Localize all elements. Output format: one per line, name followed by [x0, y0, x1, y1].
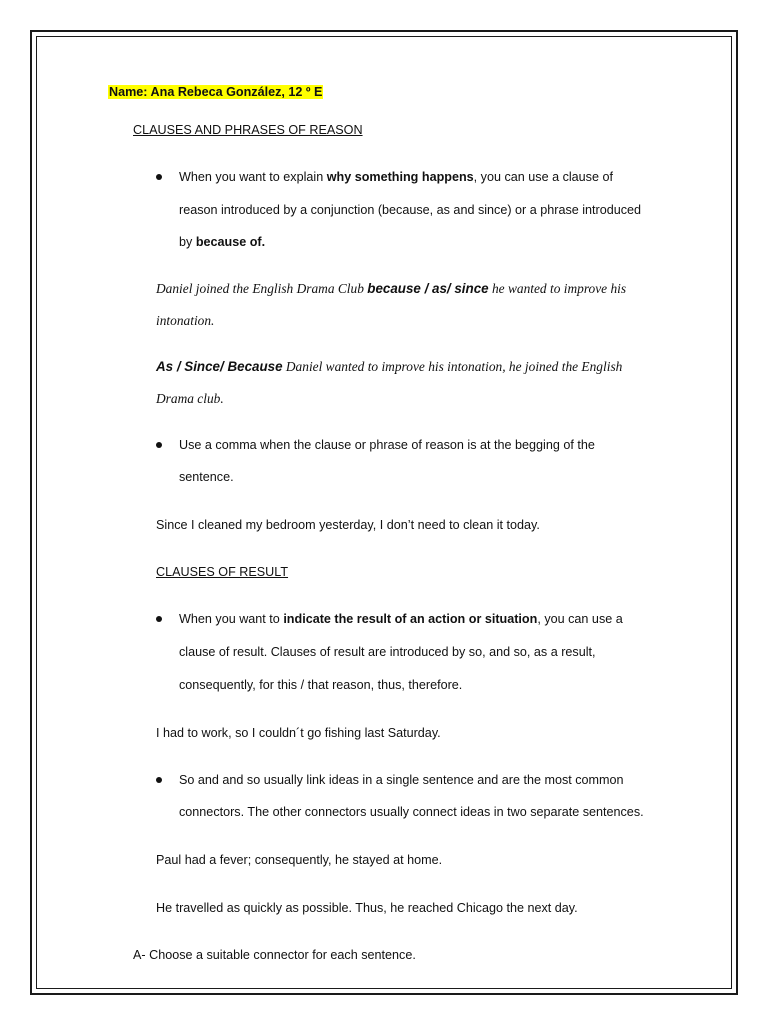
section-title-result	[156, 564, 288, 580]
bullet-icon	[156, 442, 162, 448]
exercise-instruction: A- Choose a suitable connector for each sentence.	[133, 948, 416, 962]
reason-bullet2-line1: Use a comma when the clause or phrase of reason is at the begging of the	[179, 438, 595, 452]
student-name-text: Name: Ana Rebeca González, 12 º E	[109, 85, 323, 99]
result-bullet2-line1: So and and so usually link ideas in a single sentence and are the most common	[179, 773, 624, 787]
result-bullet1-line2: clause of result. Clauses of result are introduced by so, and so, as a result,	[179, 645, 596, 659]
reason-bullet1-line2: reason introduced by a conjunction (because, as and since) or a phrase introduced	[179, 203, 642, 217]
reason-example2-line1	[156, 359, 622, 375]
text-fragment: by	[179, 235, 196, 249]
emphasis-text: because / as/ since	[367, 281, 489, 296]
emphasis-text: indicate the result of an action or situation	[283, 612, 538, 626]
emphasis-text: because of.	[195, 235, 266, 249]
bullet-icon	[156, 616, 162, 622]
emphasis-text: why something happens	[326, 170, 474, 184]
bullet-icon	[156, 174, 162, 180]
reason-bullet2-line2: sentence.	[179, 470, 234, 484]
reason-bullet1-line3	[179, 234, 265, 250]
text-fragment: , you can use a clause of	[473, 170, 613, 184]
reason-bullet1-line1	[179, 169, 613, 185]
result-example3: He travelled as quickly as possible. Thus, he reached Chicago the next day.	[156, 901, 578, 915]
emphasis-text: As / Since/ Because	[156, 359, 283, 374]
text-fragment: , you can use a	[537, 612, 623, 626]
reason-example3: Since I cleaned my bedroom yesterday, I don’t need to clean it today.	[156, 518, 540, 532]
text-fragment: When you want to	[179, 612, 284, 626]
text-fragment: Daniel wanted to improve his intonation, he joined the English	[282, 359, 623, 374]
result-bullet1-line3: consequently, for this / that reason, thus, therefore.	[179, 678, 463, 692]
text-fragment: he wanted to improve his	[488, 281, 627, 296]
section-title-result-text: CLAUSES OF RESULT	[156, 565, 289, 579]
text-fragment: Daniel joined the English Drama Club	[156, 281, 368, 296]
reason-example1-line2: intonation.	[156, 313, 215, 328]
section-title-reason	[133, 122, 363, 138]
result-bullet2-line2: connectors. The other connectors usually connect ideas in two separate sentences.	[179, 805, 644, 819]
result-example2: Paul had a fever; consequently, he stayed at home.	[156, 853, 443, 867]
text-fragment: When you want to explain	[179, 170, 327, 184]
bullet-icon	[156, 777, 162, 783]
student-name	[108, 84, 323, 100]
reason-example1-line1	[156, 281, 626, 297]
result-example1: I had to work, so I couldn´t go fishing last Saturday.	[156, 726, 441, 740]
reason-example2-line2: Drama club.	[156, 391, 224, 406]
section-title-reason-text: CLAUSES AND PHRASES OF REASON	[133, 123, 363, 137]
result-bullet1-line1	[179, 611, 623, 627]
